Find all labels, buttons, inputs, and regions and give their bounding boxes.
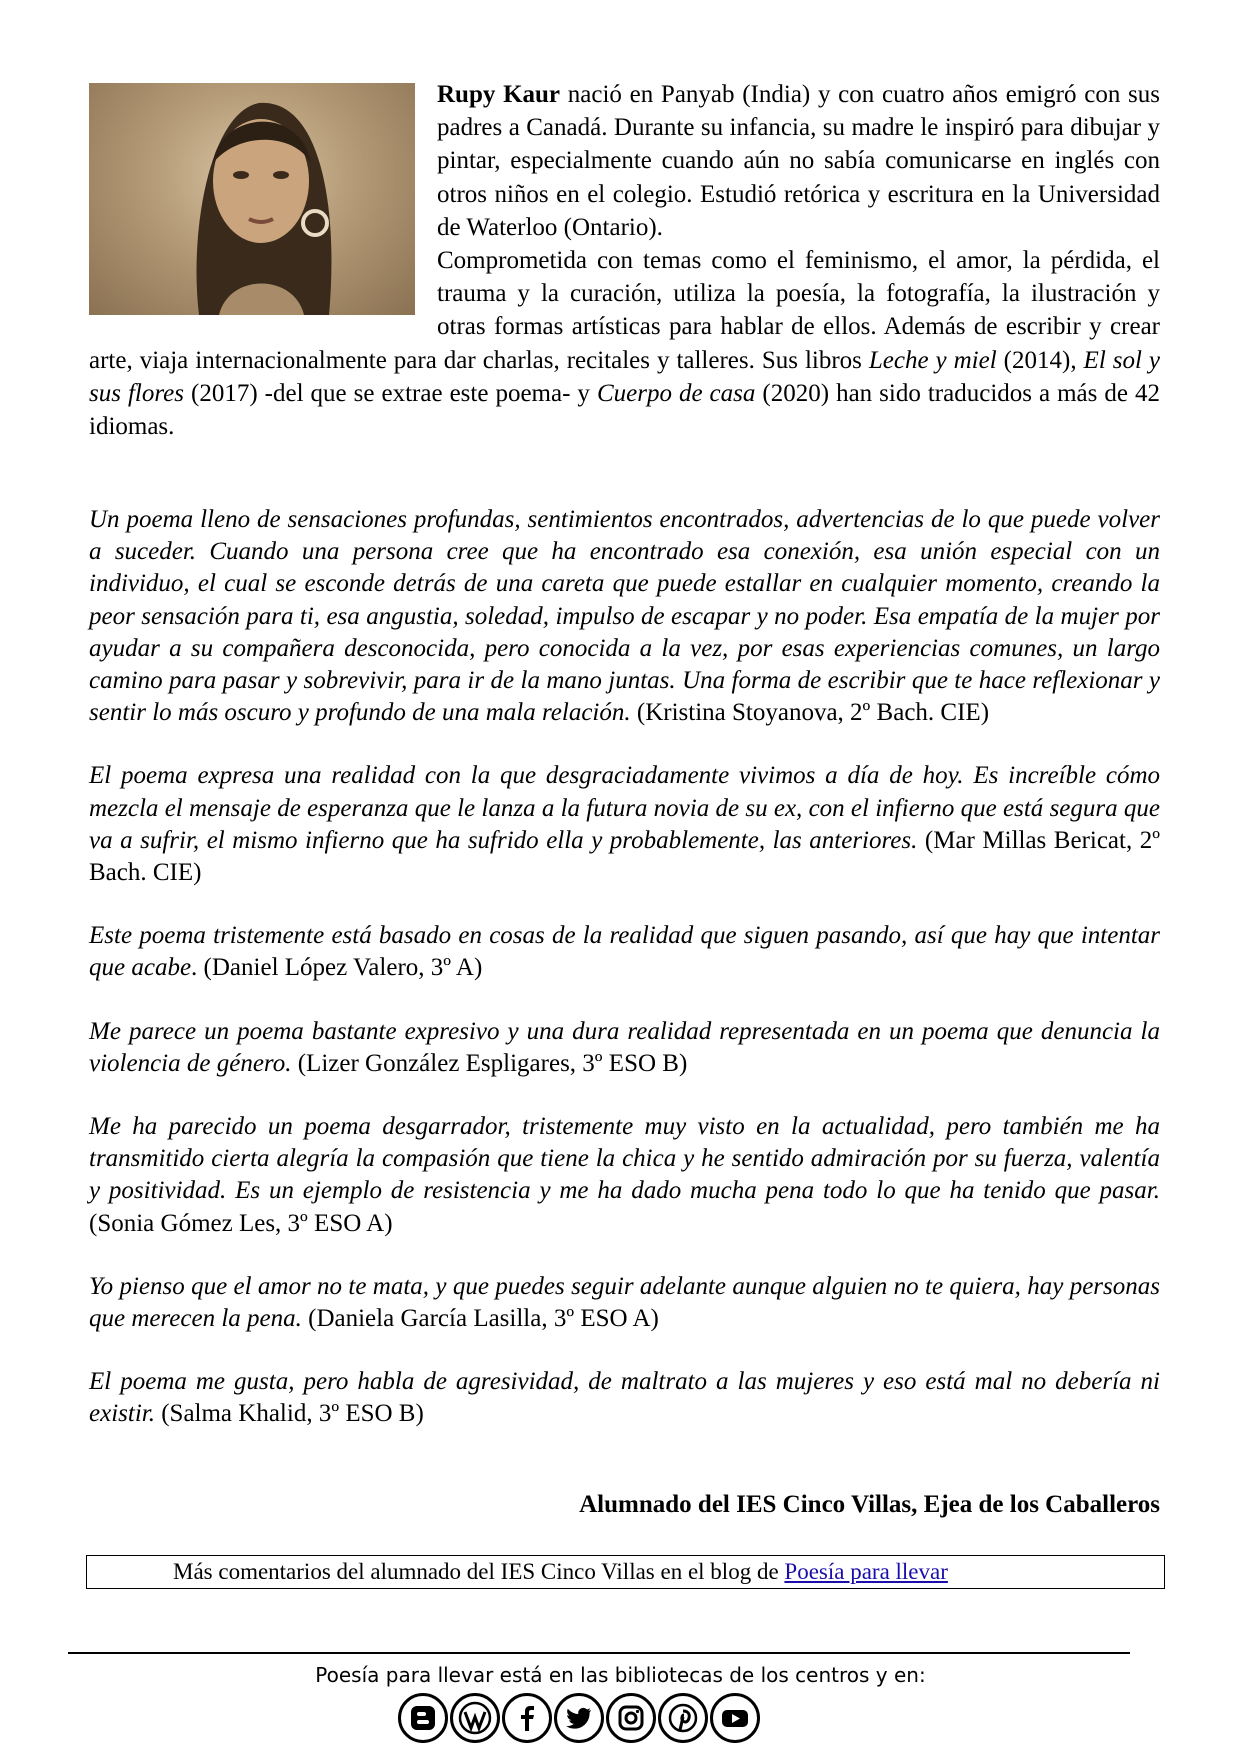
comment-quote: El poema me gusta, pero habla de agresividad, de maltrato a las mujeres y eso está mal no debería ni existir. [89, 1368, 1160, 1428]
youtube-icon[interactable] [710, 1693, 760, 1743]
bio-text: (2014), [996, 346, 1084, 374]
instagram-icon[interactable] [606, 1693, 656, 1743]
comment [89, 920, 1160, 984]
comment [89, 1016, 1160, 1080]
twitter-icon[interactable] [554, 1693, 604, 1743]
comment-quote: Yo pienso que el amor no te mata, y que puedes seguir adelante aunque alguien no te quiera, hay personas que merecen la pena. [89, 1272, 1160, 1333]
comment-author: (Daniela García Lasilla, 3º ESO A) [301, 1305, 659, 1333]
blog-box [86, 1555, 1165, 1589]
author-photo [89, 83, 415, 315]
comment-author: (Salma Khalid, 3º ESO B) [154, 1400, 424, 1428]
comment-author: (Lizer González Espligares, 3º ESO B) [291, 1049, 688, 1077]
comment [89, 760, 1160, 889]
author-name: Rupy Kaur [437, 81, 561, 108]
comment [89, 1271, 1160, 1335]
facebook-icon[interactable] [502, 1693, 552, 1743]
book-title: Cuerpo de casa [596, 379, 756, 407]
comment-author: . (Daniel López Valero, 3º A) [191, 954, 483, 982]
bio-text: nació en Panyab (India) y con cuatro años emigró con sus padres a Canadá. Durante su infancia, su madre le inspiró para dibujar y pintar, especialmente cuando aún no sabía comunicarse en inglés con otros niños en el colegio. Estudió retórica y escritura en la Universidad de Waterloo (Ontario). [437, 81, 1160, 241]
bio-text: Comprometida con temas como el feminismo, el amor, la pérdida, el trauma y la curación, utiliza la poesía, la fotografía, la ilustración y otras formas artísticas para hablar de ellos. Además de escribir y crear arte, viaja internacionalmente para dar charlas, recitales y talleres. Sus libros [89, 247, 1160, 374]
comment-quote: Me ha parecido un poema desgarrador, tristemente muy visto en la actualidad, pero también me ha transmitido cierta alegría la compasión que tiene la chica y he sentido admiración por su fuerza, valentía y positividad. Es un ejemplo de resistencia y me ha dado mucha pena todo lo que ha tenido que pasar. [89, 1113, 1160, 1205]
comment [89, 1366, 1160, 1430]
author-bio [89, 78, 1160, 443]
credit-line: Alumnado del IES Cinco Villas, Ejea de los Caballeros [579, 1491, 1160, 1518]
bio-text: (2020) han sido traducidos a más de 42 idiomas. [89, 379, 1161, 441]
comment-author: (Mar Millas Bericat, 2º Bach. CIE) [89, 826, 1160, 887]
comment [89, 504, 1160, 729]
book-title: Leche y miel [868, 346, 997, 374]
comment-author: (Kristina Stoyanova, 2º Bach. CIE) [630, 699, 990, 727]
blog-text: Más comentarios del alumnado del IES Cinco Villas en el blog de [173, 1559, 785, 1584]
comment-author: (Sonia Gómez Les, 3º ESO A) [89, 1209, 393, 1237]
bio-text: (2017) -del que se extrae este poema- y [184, 379, 597, 407]
comment-quote: Un poema lleno de sensaciones profundas, sentimientos encontrados, advertencias de lo que puede volver a suceder. Cuando una persona cree que ha encontrado esa conexión, esa unión especial con un individuo, el cual se esconde detrás de una careta que puede estallar en cualquier momento, creando la peor sensación para ti, esa angustia, soledad, impulso de escapar y no poder. Esa empatía de la mujer por ayudar a su compañera desconocida, pero conocida a la vez, por esas experiencias comunes, un largo camino para pasar y sobrevivir, para ir de la mano juntas. Una forma de escribir que te hace reflexionar y sentir lo más oscuro y profundo de una mala relación. [89, 506, 1160, 727]
comment-quote: El poema expresa una realidad con la que desgraciadamente vivimos a día de hoy. Es increíble cómo mezcla el mensaje de esperanza que le lanza a la futura novia de su ex, con el infierno que está segura que va a sufrir, el mismo infierno que ha sufrido ella y probablemente, las anteriores. [89, 762, 1160, 854]
footer-divider [68, 1652, 1130, 1654]
comment-quote: Me parece un poema bastante expresivo y una dura realidad representada en un poema que denuncia la violencia de género. [89, 1017, 1160, 1077]
footer-text: Poesía para llevar está en las bibliotecas de los centros y en: [315, 1663, 926, 1687]
student-comments [89, 504, 1160, 1462]
pinterest-icon[interactable] [658, 1693, 708, 1743]
blogger-icon[interactable] [398, 1693, 448, 1743]
blog-link[interactable]: Poesía para llevar [784, 1559, 948, 1584]
wordpress-icon[interactable] [450, 1693, 500, 1743]
comment-quote: Este poema tristemente está basado en cosas de la realidad que siguen pasando, así que hay que intentar que acabe [89, 922, 1160, 982]
book-title: El sol y sus flores [89, 346, 1160, 407]
comment [89, 1111, 1160, 1240]
social-icons [398, 1693, 798, 1747]
